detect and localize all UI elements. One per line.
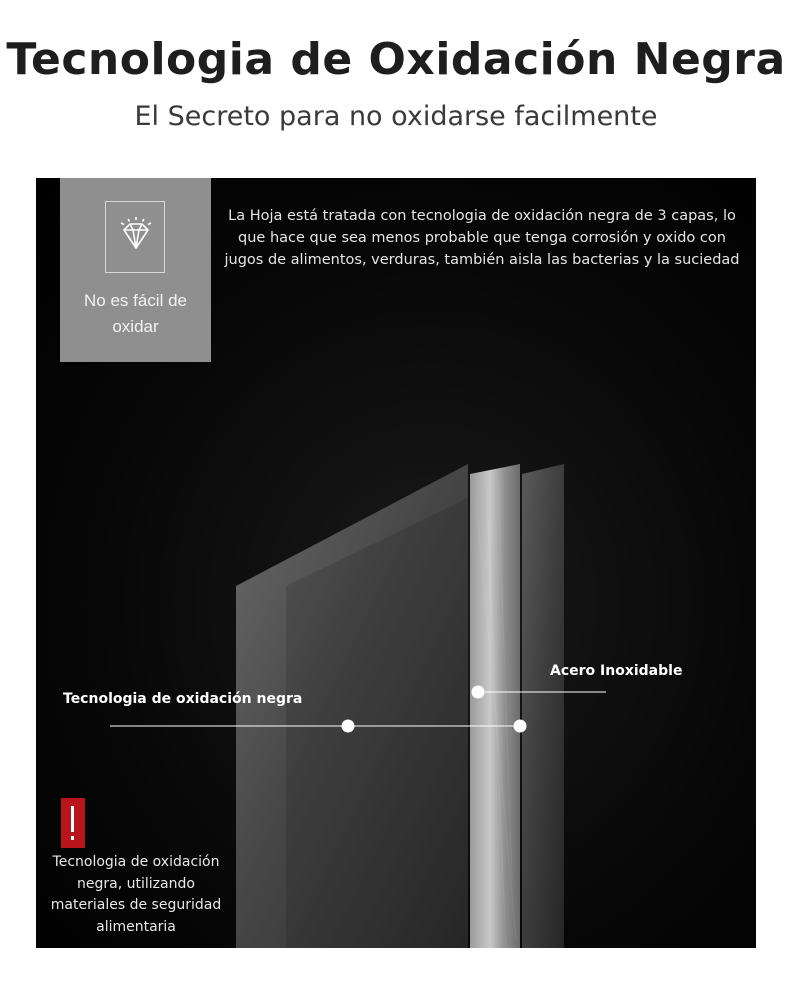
badge-label: No es fácil de oxidar [84, 291, 187, 336]
rust-resistant-badge [60, 178, 211, 362]
oxide-pointer-dot-back [514, 720, 527, 733]
intro-description: La Hoja está tratada con tecnologia de oxidación negra de 3 capas, lo que hace que sea menos probable que tenga corrosión y oxido con jugos de alimentos, verduras, también aisla las bacterias y la suciedad [224, 208, 740, 268]
black-oxide-layer-label: Tecnologia de oxidación negra [63, 691, 303, 707]
page-subtitle: El Secreto para no oxidarse facilmente [134, 101, 658, 132]
product-panel [36, 178, 756, 948]
steel-pointer-dot [472, 686, 485, 699]
food-safety-note: Tecnologia de oxidación negra, utilizando materiales de seguridad alimentaria [50, 854, 222, 935]
diamond-icon [116, 216, 156, 258]
page-title: Tecnologia de Oxidación Negra [6, 34, 786, 85]
back-oxide-layer [522, 464, 564, 948]
steel-layer-label: Acero Inoxidable [550, 663, 683, 679]
warning-icon [61, 798, 85, 848]
badge-icon-frame [105, 201, 165, 273]
oxide-pointer-dot-front [342, 720, 355, 733]
